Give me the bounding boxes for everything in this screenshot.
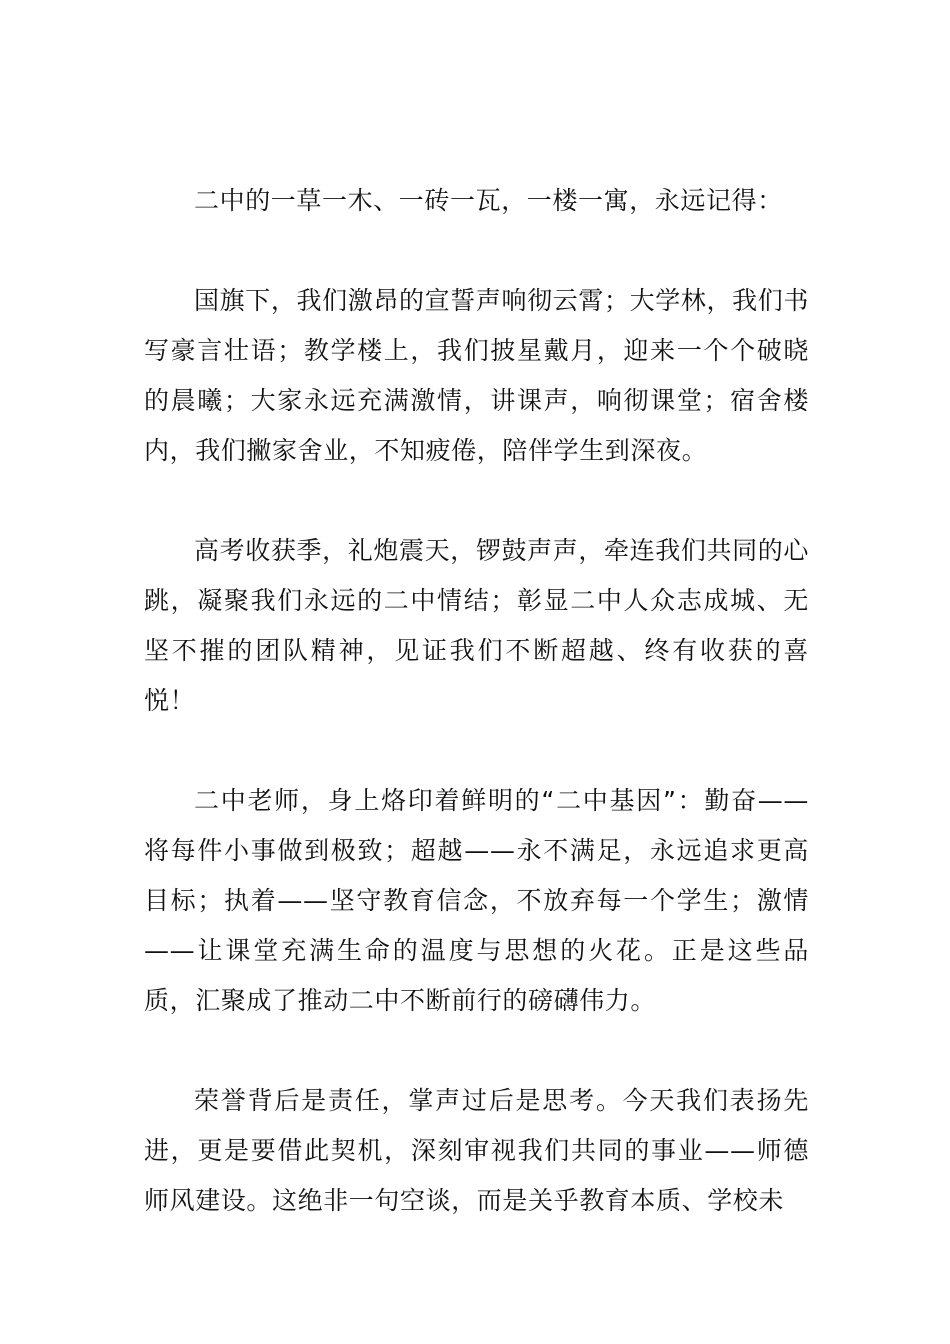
paragraph-memories: 二中的一草一木、一砖一瓦，一楼一寓，永远记得： — [194, 186, 783, 215]
paragraph-campus-scenes: 国旗下，我们激昂的宣誓声响彻云霄；大学林，我们书写豪言壮语；教学楼上，我们披星戴月，迎来一个个破晓的晨曦；大家永远充满激情，讲课声，响彻课堂；宿舍楼内，我们撇家舍业，不知疲倦，陪伴学生到深夜。 — [144, 286, 809, 465]
paragraph-ethics-reflection: 荣誉背后是责任，掌声过后是思考。今天我们表扬先进，更是要借此契机，深刻审视我们共同的事业——师德师风建设。这绝非一句空谈，而是关乎教育本质、学校未 — [144, 1086, 809, 1215]
paragraph-school-gene: 二中老师，身上烙印着鲜明的“二中基因”：勤奋——将每件小事做到极致；超越——永不满足，永远追求更高目标；执着——坚守教育信念，不放弃每一个学生；激情——让课堂充满生命的温度与思想的火花。正是这些品质，汇聚成了推动二中不断前行的磅礴伟力。 — [144, 786, 809, 1015]
document-body — [144, 176, 809, 1276]
paragraph-exam-harvest: 高考收获季，礼炮震天，锣鼓声声，牵连我们共同的心跳，凝聚我们永远的二中情结；彰显二中人众志成城、无坚不摧的团队精神，见证我们不断超越、终有收获的喜悦！ — [144, 536, 809, 715]
